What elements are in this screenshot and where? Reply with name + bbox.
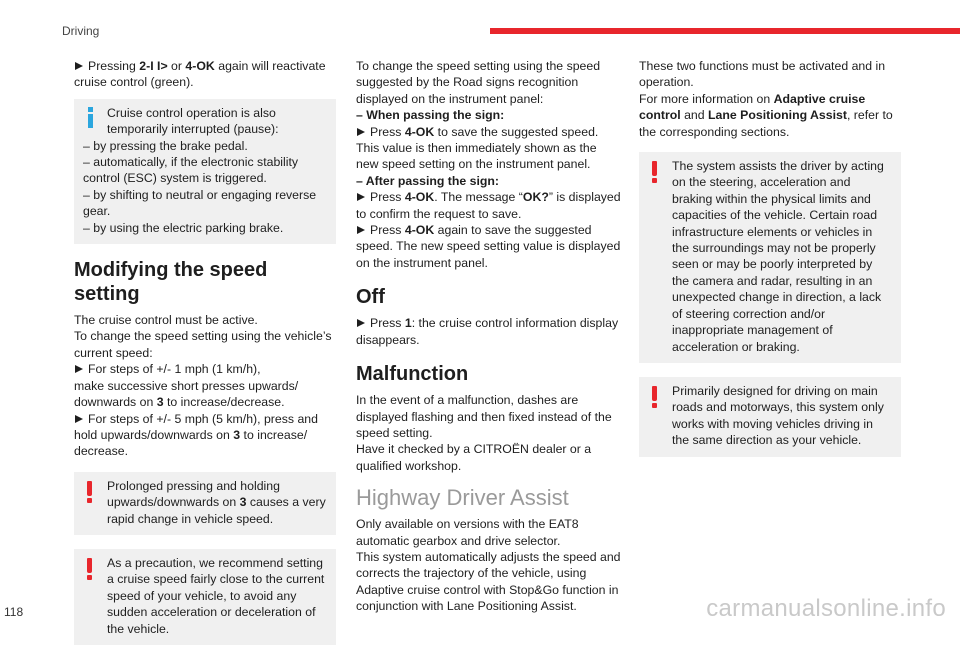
header-section-title: Driving: [62, 24, 100, 38]
paragraph: Press 4-OK to save the suggested speed.: [356, 124, 622, 140]
note-text: As a precaution, we recommend setting a cruise speed fairly close to the current speed of your vehicle, to avoid any sudden acceleration or deceleration of the vehicle.: [107, 555, 325, 636]
column-3: [639, 58, 901, 471]
paragraph: For steps of +/- 1 mph (1 km/h),: [74, 361, 336, 377]
paragraph: For steps of +/- 5 mph (5 km/h), press and hold upwards/downwards on 3 to increase/ decrease.: [74, 411, 318, 459]
arrow-right-icon: [357, 319, 365, 327]
paragraph: This value is then immediately shown as the new speed setting on the instrument panel.: [356, 141, 597, 172]
sub-heading: – After passing the sign:: [356, 173, 500, 188]
arrow-right-icon: [357, 128, 365, 136]
paragraph: This system automatically adjusts the speed and corrects the trajectory of the vehicle, using Adaptive cruise control with Stop&Go function in conjunction with Lane Positioning Assist.: [356, 549, 621, 614]
note-item: – by shifting to neutral or engaging reverse gear.: [83, 187, 317, 219]
paragraph: Press 4-OK again to save the suggested speed. The new speed setting value is displayed on the instrument panel.: [356, 223, 621, 270]
info-icon: [87, 107, 94, 127]
section-heading: Highway Driver Assist: [356, 485, 569, 511]
section-heading: Off: [356, 286, 385, 309]
paragraph: For more information on Adaptive cruise control and Lane Positioning Assist, refer to the corresponding sections.: [639, 91, 893, 139]
paragraph: In the event of a malfunction, dashes are displayed flashing and then fixed instead of the speed setting.: [356, 393, 612, 440]
paragraph: Press 4-OK. The message “OK?” is displayed to confirm the request to save.: [356, 190, 621, 221]
warning-icon: [651, 161, 658, 181]
page-number: 118: [4, 605, 24, 619]
header-accent-bar: [490, 28, 960, 34]
sub-heading: – When passing the sign:: [356, 108, 505, 123]
paragraph: Have it checked by a CITROËN dealer or a qualified workshop.: [356, 442, 592, 473]
paragraph: To change the speed setting using the vehicle’s current speed:: [74, 329, 332, 360]
section-heading: Modifying the speed setting: [74, 259, 268, 306]
arrow-right-icon: [75, 62, 83, 70]
note-item: – by pressing the brake pedal.: [83, 138, 248, 153]
note-text: Primarily designed for driving on main roads and motorways, this system only works with moving vehicles driving in the same direction as your vehicle.: [672, 383, 884, 448]
paragraph: make successive short presses upwards/ downwards on 3 to increase/decrease.: [74, 378, 299, 410]
warning-note: [639, 377, 901, 457]
arrow-right-icon: [75, 365, 83, 373]
info-note: [74, 99, 336, 244]
warning-note: [74, 472, 336, 535]
warning-note: [639, 152, 901, 363]
warning-icon: [651, 386, 658, 406]
paragraph: Pressing 2-I I> or 4-OK again will reactivate cruise control (green).: [74, 59, 326, 90]
section-heading: Malfunction: [356, 363, 469, 386]
column-2: [356, 58, 622, 615]
note-text: The system assists the driver by acting on the steering, acceleration and braking within the physical limits and capacities of the vehicle. Certain road infrastructure elements or vehicles in the surroundings may not be properly seen or may be poorly interpreted by the camera and radar, resulting in an unexpected change in direction, a lack of steering correction and/or inappropriate management of acceleration or braking.: [672, 159, 884, 354]
arrow-right-icon: [357, 226, 365, 234]
note-item: – by using the electric parking brake.: [83, 220, 284, 235]
note-item: – automatically, if the electronic stability control (ESC) system is triggered.: [83, 155, 299, 186]
watermark: carmanualsonline.info: [706, 595, 946, 622]
note-text: Prolonged pressing and holding upwards/downwards on 3 causes a very rapid change in vehicle speed.: [107, 478, 326, 526]
warning-icon: [86, 558, 93, 578]
column-1: [74, 58, 336, 659]
warning-note: [74, 549, 336, 645]
paragraph: These two functions must be activated and in operation.: [639, 59, 886, 90]
arrow-right-icon: [357, 193, 365, 201]
paragraph: The cruise control must be active.: [74, 313, 258, 328]
paragraph: To change the speed setting using the speed suggested by the Road signs recognition displayed on the instrument panel:: [356, 59, 601, 106]
paragraph: Only available on versions with the EAT8 automatic gearbox and drive selector.: [356, 517, 579, 548]
note-text: Cruise control operation is also temporarily interrupted (pause):: [107, 105, 279, 137]
arrow-right-icon: [75, 415, 83, 423]
paragraph: Press 1: the cruise control information display disappears.: [356, 316, 619, 347]
warning-icon: [86, 481, 93, 501]
